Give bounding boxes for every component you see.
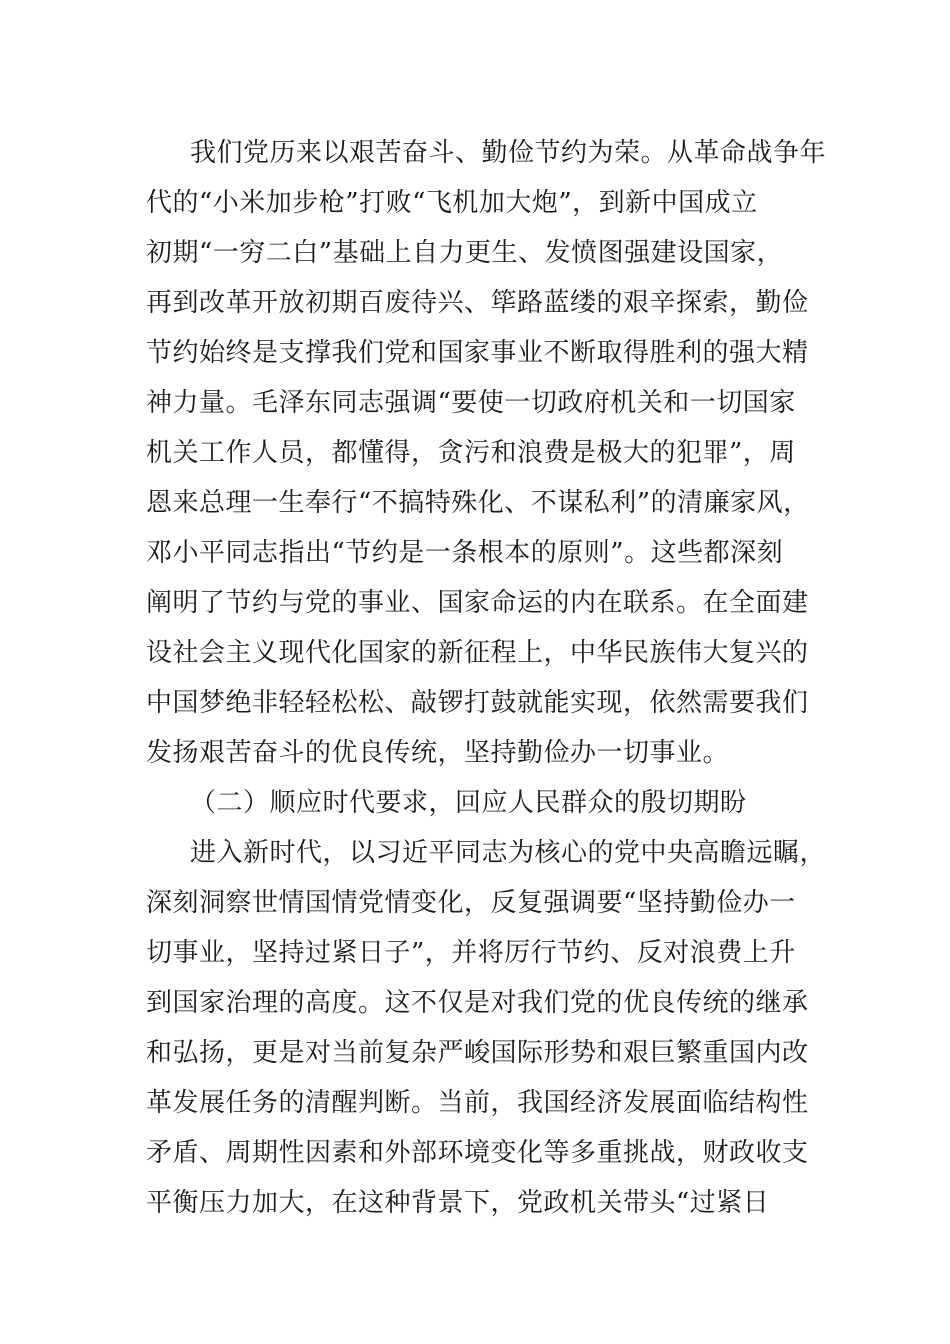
paragraph-new-era <box>146 828 827 1228</box>
paragraph-historical-thrift <box>146 128 827 778</box>
paragraph-line: 平衡压力加大，在这种背景下，党政机关带头“过紧日 <box>146 1188 770 1218</box>
paragraph-line: 切事业，坚持过紧日子”，并将厉行节约、反对浪费上升 <box>146 938 796 968</box>
paragraph-line: 恩来总理一生奉行“不搞特殊化、不谋私利”的清廉家风， <box>146 488 810 518</box>
paragraph-line: 代的“小米加步枪”打败“飞机加大炮”，到新中国成立 <box>146 188 758 218</box>
paragraph-line: 深刻洞察世情国情党情变化，反复强调要“坚持勤俭办一 <box>146 888 796 918</box>
paragraph-line: 发扬艰苦奋斗的优良传统，坚持勤俭办一切事业。 <box>146 738 730 768</box>
paragraph-line: 我们党历来以艰苦奋斗、勤俭节约为荣。从革命战争年 <box>190 138 827 168</box>
paragraph-line: 节约始终是支撑我们党和国家事业不断取得胜利的强大精 <box>146 338 809 368</box>
paragraph-line: 革发展任务的清醒判断。当前，我国经济发展面临结构性 <box>146 1088 809 1118</box>
paragraph-line: 机关工作人员，都懂得，贪污和浪费是极大的犯罪”，周 <box>146 438 796 468</box>
paragraph-line: 初期“一穷二白”基础上自力更生、发愤图强建设国家， <box>146 238 784 268</box>
section-heading: （二）顺应时代要求，回应人民群众的殷切期盼 <box>190 788 747 818</box>
paragraph-line: 阐明了节约与党的事业、国家命运的内在联系。在全面建 <box>146 588 809 618</box>
paragraph-line: 到国家治理的高度。这不仅是对我们党的优良传统的继承 <box>146 988 809 1018</box>
paragraph-line: 进入新时代，以习近平同志为核心的党中央高瞻远瞩， <box>190 838 827 868</box>
paragraph-line: 矛盾、周期性因素和外部环境变化等多重挑战，财政收支 <box>146 1138 809 1168</box>
paragraph-line: 再到改革开放初期百废待兴、筚路蓝缕的艰辛探索，勤俭 <box>146 288 809 318</box>
document-body <box>146 128 827 1228</box>
paragraph-line: 和弘扬，更是对当前复杂严峻国际形势和艰巨繁重国内改 <box>146 1038 809 1068</box>
paragraph-line: 邓小平同志指出“节约是一条根本的原则”。这些都深刻 <box>146 538 784 568</box>
paragraph-line: 设社会主义现代化国家的新征程上，中华民族伟大复兴的 <box>146 638 809 668</box>
paragraph-line: 神力量。毛泽东同志强调“要使一切政府机关和一切国家 <box>146 388 796 418</box>
paragraph-line: 中国梦绝非轻轻松松、敲锣打鼓就能实现，依然需要我们 <box>146 688 809 718</box>
